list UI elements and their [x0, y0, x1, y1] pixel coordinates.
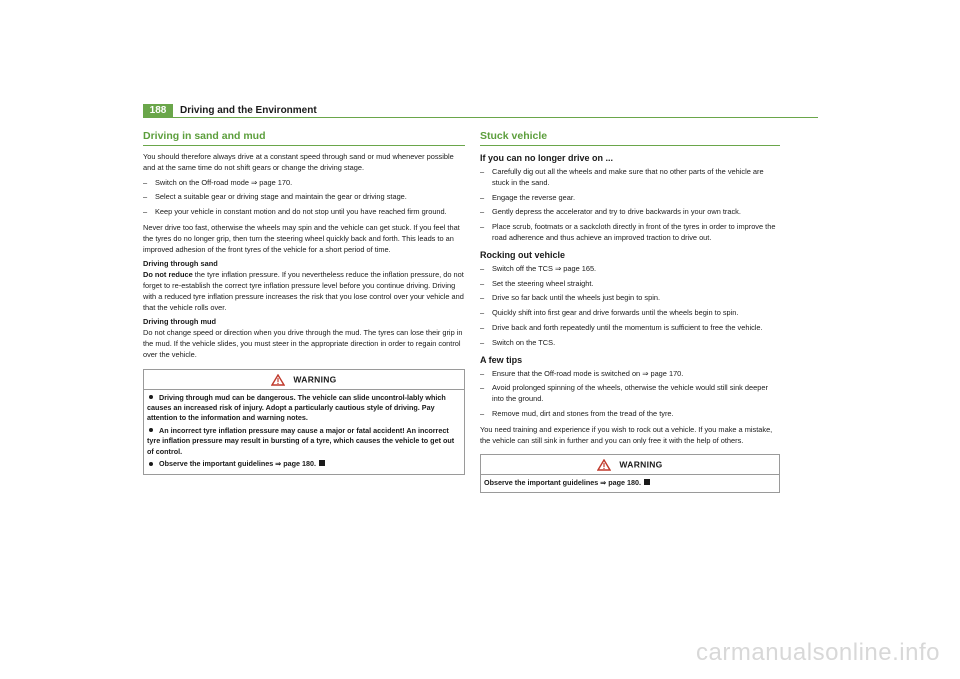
end-mark-icon [319, 460, 325, 466]
bullet-icon [149, 428, 153, 432]
warning-item [147, 393, 461, 424]
section-title-stuck-vehicle: Stuck vehicle [480, 130, 780, 146]
body-paragraph: You need training and experience if you wish to rock out a vehicle. If you make a mistake, the vehicle can still sink in further and you can only free it with the help of others. [480, 424, 773, 445]
warning-box [143, 369, 465, 476]
sand-lead: Do not reduce [143, 270, 193, 280]
warning-triangle-icon [271, 374, 285, 386]
step-item: – Remove mud, dirt and stones from the tread of the tyre. [480, 409, 780, 420]
intro-paragraph: You should therefore always drive at a constant speed through sand or mud whenever possible and at the same time do not shift gears or change the driving stage. [143, 152, 454, 172]
subheading-tips: A few tips [480, 354, 523, 365]
step-item: – Gently depress the accelerator and try to drive backwards in your own track. [480, 207, 780, 218]
running-title: Driving and the Environment [180, 105, 317, 116]
page-number-badge: 188 [143, 104, 173, 118]
left-column [143, 130, 465, 475]
header-rule [143, 117, 818, 118]
end-mark-icon [644, 479, 650, 485]
section-title-sand-mud: Driving in sand and mud [143, 130, 465, 146]
warning-header [144, 370, 464, 389]
sand-text: the tyre inflation pressure. If you nevertheless reduce the inflation pressure, do not forget to re-establish the correct tyre inflation pressure level before you continue driving. Driving with a reduced tyre inflation pressure increases the risk that you lose control over your vehicle and that the vehicle rolls over. [143, 270, 464, 312]
body-paragraph: Never drive too fast, otherwise the wheels may spin and the vehicle can get stuck. If you feel that the tyres do no longer grip, then turn the steering wheel quickly back and forth. This leads to an improved adhesion of the front tyres of the vehicle for a short period of time. [143, 222, 460, 254]
step-item: – Keep your vehicle in constant motion and do not stop until you have reached firm ground. [143, 207, 465, 218]
warning-text: An incorrect tyre inflation pressure may cause a major or fatal accident! An incorrect tyre inflation pressure may result in bursting of a tyre, which causes the vehicle to get out of control. [147, 425, 455, 456]
warning-title: WARNING [293, 373, 337, 384]
bullet-icon [149, 395, 153, 399]
step-item: – Carefully dig out all the wheels and make sure that no other parts of the vehicle are stuck in the sand. [480, 167, 780, 189]
step-item: – Switch on the Off-road mode ⇒ page 170. [143, 178, 465, 189]
step-item: – Switch off the TCS ⇒ page 165. [480, 264, 780, 275]
warning-item [147, 459, 461, 469]
step-item: – Drive back and forth repeatedly until the momentum is sufficient to free the vehicle. [480, 323, 780, 334]
step-item: – Select a suitable gear or driving stage and maintain the gear or driving stage. [143, 192, 465, 203]
steps-list [143, 178, 465, 218]
mud-paragraph: Do not change speed or direction when you drive through the mud. The tyres can lose their grip in the mud. If the vehicle slides, you must steer in the appropriate direction in order to regain control over the vehicle. [143, 328, 463, 359]
step-item: – Engage the reverse gear. [480, 193, 780, 204]
step-item: – Ensure that the Off-road mode is switched on ⇒ page 170. [480, 369, 780, 380]
warning-text: Driving through mud can be dangerous. The vehicle can slide uncontrol-lably which causes an increased risk of injury. Adopt a particularly cautious style of driving. Pay attention to the information and warning notes. [147, 392, 446, 423]
step-item: – Avoid prolonged spinning of the wheels, otherwise the vehicle would still sink deeper into the ground. [480, 383, 780, 405]
right-column [480, 130, 780, 493]
step-item: – Drive so far back until the wheels just begin to spin. [480, 293, 780, 304]
warning-body [481, 474, 779, 491]
bullet-icon [149, 462, 153, 466]
step-item: – Switch on the TCS. [480, 338, 780, 349]
subheading-rocking-out: Rocking out vehicle [480, 249, 566, 260]
warning-item [147, 426, 461, 457]
mud-heading: Driving through mud [143, 317, 217, 327]
warning-triangle-icon [597, 459, 611, 471]
warning-box [480, 454, 780, 492]
watermark: carmanualsonline.info [696, 639, 940, 666]
subheading-cannot-drive: If you can no longer drive on ... [480, 153, 614, 163]
step-item: – Set the steering wheel straight. [480, 279, 780, 290]
warning-text: Observe the important guidelines ⇒ page 180. [484, 478, 642, 488]
step-item: – Quickly shift into first gear and drive forwards until the wheels begin to spin. [480, 308, 780, 319]
steps-list [480, 369, 780, 420]
warning-body [144, 389, 464, 475]
warning-header [481, 455, 779, 474]
sand-heading: Driving through sand [143, 259, 218, 269]
steps-list [480, 167, 780, 244]
sand-paragraph [143, 270, 465, 313]
steps-list [480, 264, 780, 349]
warning-text: Observe the important guidelines ⇒ page 180. [159, 458, 317, 468]
step-item: – Place scrub, footmats or a sackcloth directly in front of the tyres in order to improve the road adherence and thus achieve an improved traction to drive out. [480, 222, 780, 244]
warning-title: WARNING [619, 459, 663, 470]
